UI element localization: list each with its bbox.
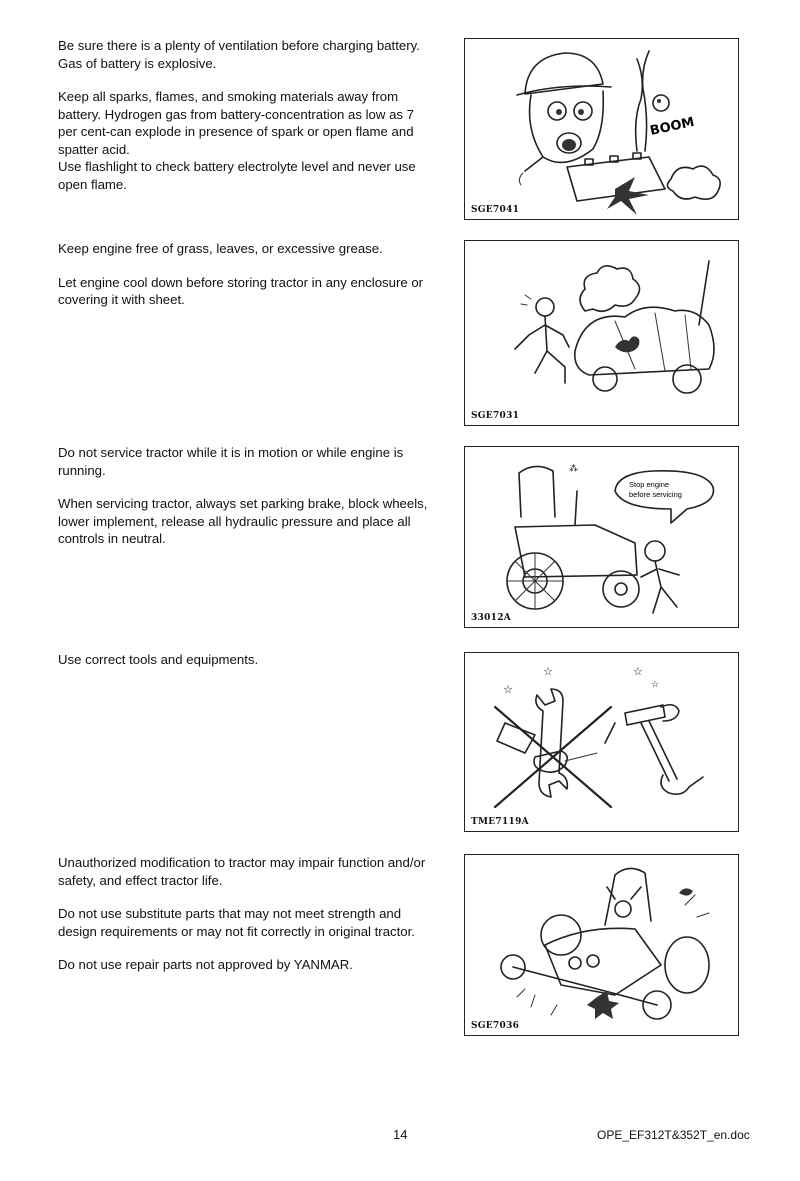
correct-tools-illustration [464, 652, 739, 832]
paragraph: Do not service tractor while it is in motion or while engine is running. [58, 445, 404, 478]
spark-mark: ☆ [543, 666, 553, 678]
section-4-text [58, 651, 428, 685]
paragraph: Do not use substitute parts that may not meet strength and design requirements or may not fit correctly in original tractor. [58, 906, 415, 939]
section-5-text [58, 854, 428, 990]
spark-mark: ☆ [633, 666, 643, 678]
paragraph: Be sure there is a plenty of ventilation before charging battery. Gas of battery is explosive. [58, 38, 420, 71]
figure-label: TME7119A [471, 817, 529, 827]
section-3-text [58, 444, 428, 564]
paragraph: Keep all sparks, flames, and smoking materials away from battery. Hydrogen gas from battery-concentration as low as 7 per cent-can explode in presence of spark or open flame and spatter acid. Use flashlight to check battery electrolyte level and never use open flame. [58, 89, 416, 192]
battery-explosion-drawing [465, 39, 737, 219]
correct-tools-drawing [465, 653, 737, 831]
figure-label: SGE7036 [471, 1021, 520, 1031]
servicing-tractor-illustration [464, 446, 739, 628]
paragraph: Let engine cool down before storing tractor in any enclosure or covering it with sheet. [58, 274, 424, 307]
tractor-breakdown-drawing [465, 855, 737, 1035]
paragraph: When servicing tractor, always set parking brake, block wheels, lower implement, release all hydraulic pressure and place all controls in neutral. [58, 496, 428, 546]
paragraph: Keep engine free of grass, leaves, or excessive grease. [58, 241, 383, 256]
servicing-tractor-drawing [465, 447, 737, 627]
paragraph: Use correct tools and equipments. [58, 652, 259, 667]
engine-fire-drawing [465, 241, 737, 425]
engine-fire-illustration [464, 240, 739, 426]
paragraph: Unauthorized modification to tractor may impair function and/or safety, and effect tractor life. [58, 855, 426, 888]
boom-text: BOOM [648, 114, 696, 139]
figure-label: 33012A [471, 613, 512, 623]
spark-mark: ☆ [503, 684, 513, 696]
puff-mark: ⁂ [569, 464, 578, 474]
section-1-text [58, 37, 428, 209]
section-2-text [58, 240, 428, 325]
figure-label: SGE7031 [471, 411, 520, 421]
document-name: OPE_EF312T&352T_en.doc [597, 1128, 750, 1142]
figure-label: SGE7041 [471, 205, 520, 215]
unauthorized-modification-illustration [464, 854, 739, 1036]
paragraph: Do not use repair parts not approved by YANMAR. [58, 957, 353, 972]
battery-explosion-illustration [464, 38, 739, 220]
speech-line-1: Stop engine [629, 480, 670, 489]
speech-line-2: before servicing [629, 490, 682, 499]
page-number: 14 [393, 1127, 408, 1142]
spark-mark: ☆ [651, 679, 660, 689]
